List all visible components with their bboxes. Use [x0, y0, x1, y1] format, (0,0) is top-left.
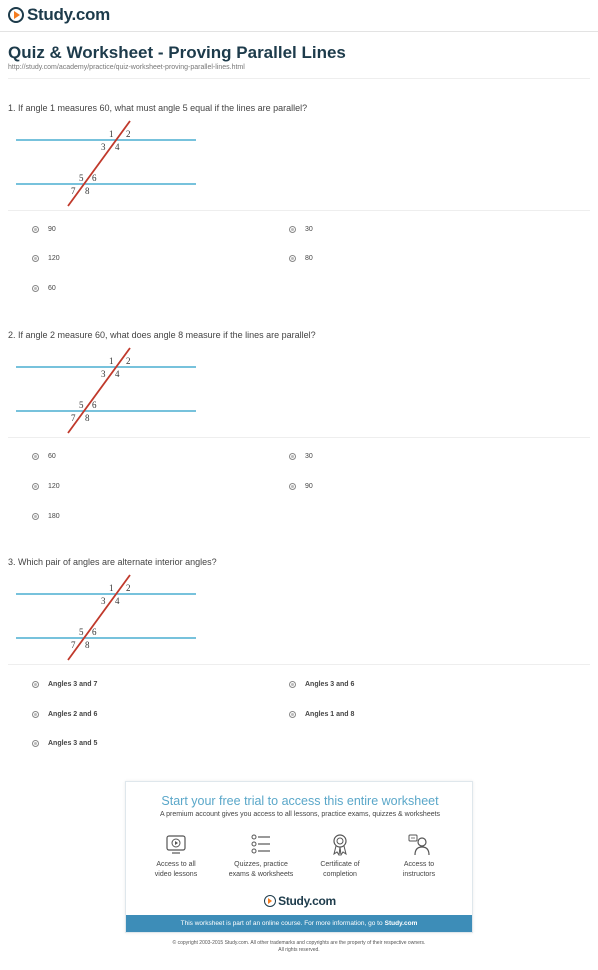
feature-video-lessons: [136, 832, 216, 880]
instructor-icon: [407, 832, 431, 856]
radio-button[interactable]: [32, 255, 39, 262]
angle-label-8: 8: [85, 640, 90, 650]
question-text: 3. Which pair of angles are alternate interior angles?: [8, 557, 217, 567]
copyright-notice: [0, 940, 598, 954]
radio-button[interactable]: [32, 711, 39, 718]
angle-label-5: 5: [79, 173, 84, 183]
answer-label: 120: [48, 254, 60, 262]
answer-option[interactable]: [289, 708, 354, 720]
angle-label-5: 5: [79, 400, 84, 410]
header-divider: [0, 31, 598, 32]
radio-button[interactable]: [289, 711, 296, 718]
study-logo[interactable]: [8, 5, 110, 25]
promo-subline: A premium account gives you access to all lessons, practice exams, quizzes & worksheets: [159, 811, 441, 818]
answer-label: 60: [48, 284, 56, 292]
promo-footer-bar: [126, 915, 472, 932]
question-1: [8, 103, 590, 196]
answer-option[interactable]: [32, 737, 97, 749]
feature-line-1: Certificate of: [320, 861, 360, 868]
answer-option[interactable]: [32, 223, 56, 235]
answer-option[interactable]: [289, 678, 354, 690]
feature-line-2: instructors: [402, 871, 436, 878]
promo-bar-link[interactable]: Study.com: [384, 920, 418, 927]
answer-label: 120: [48, 482, 60, 490]
angle-label-4: 4: [115, 596, 120, 606]
answer-label: 90: [305, 482, 313, 490]
feature-instructors: [379, 832, 459, 880]
radio-button[interactable]: [32, 453, 39, 460]
feature-line-2: video lessons: [154, 871, 198, 878]
question-text: 1. If angle 1 measures 60, what must angle 5 equal if the lines are parallel?: [8, 103, 308, 113]
video-icon: [164, 832, 188, 856]
transversal-line: [68, 121, 130, 206]
copyright-line-2: All rights reserved.: [278, 947, 320, 953]
answer-label: Angles 2 and 6: [48, 710, 98, 718]
answer-option[interactable]: [32, 510, 60, 522]
parallel-lines-diagram: [16, 346, 206, 436]
answer-label: 90: [48, 225, 56, 233]
copyright-line-1: © copyright 2003-2015 Study.com. All other trademarks and copyrights are the property of their respective owners.: [172, 940, 426, 946]
angle-label-5: 5: [79, 627, 84, 637]
answer-label: Angles 3 and 7: [48, 680, 98, 688]
answer-option[interactable]: [32, 252, 60, 264]
radio-button[interactable]: [289, 226, 296, 233]
angle-label-7: 7: [71, 186, 76, 196]
brand-name: Study.com: [27, 5, 110, 24]
parallel-lines-diagram: [16, 119, 206, 209]
answer-label: Angles 1 and 8: [305, 710, 355, 718]
answer-label: 180: [48, 512, 60, 520]
promo-study-logo[interactable]: [126, 894, 474, 908]
feature-quizzes: [221, 832, 301, 880]
transversal-line: [68, 348, 130, 433]
feature-line-2: exams & worksheets: [228, 871, 294, 878]
diagram-slot: [16, 346, 206, 441]
angle-label-3: 3: [101, 142, 106, 152]
play-logo-icon: [264, 895, 276, 907]
feature-line-1: Access to all: [156, 861, 196, 868]
answer-label: Angles 3 and 5: [48, 739, 98, 747]
transversal-line: [68, 575, 130, 660]
radio-button[interactable]: [32, 285, 39, 292]
question-divider: [8, 437, 590, 438]
promo-headline[interactable]: Start your free trial to access this entire worksheet: [161, 794, 439, 808]
feature-line-1: Access to: [403, 861, 435, 868]
angle-label-6: 6: [92, 400, 97, 410]
title-divider: [8, 78, 590, 79]
angle-label-6: 6: [92, 627, 97, 637]
radio-button[interactable]: [32, 483, 39, 490]
answer-option[interactable]: [289, 450, 313, 462]
premium-promo-box: [125, 781, 473, 933]
radio-button[interactable]: [289, 483, 296, 490]
answer-option[interactable]: [289, 480, 313, 492]
answer-label: 30: [305, 225, 313, 233]
question-text: 2. If angle 2 measure 60, what does angle 8 measure if the lines are parallel?: [8, 330, 316, 340]
angle-label-1: 1: [109, 356, 114, 366]
checklist-icon: [249, 832, 273, 856]
angle-label-2: 2: [126, 356, 131, 366]
radio-button[interactable]: [289, 255, 296, 262]
question-divider: [8, 210, 590, 211]
diagram-slot: [16, 119, 206, 214]
question-3: [8, 557, 590, 650]
answer-option[interactable]: [32, 450, 56, 462]
angle-label-8: 8: [85, 413, 90, 423]
radio-button[interactable]: [32, 513, 39, 520]
question-2: [8, 330, 590, 423]
answer-label: 80: [305, 254, 313, 262]
angle-label-2: 2: [126, 129, 131, 139]
angle-label-8: 8: [85, 186, 90, 196]
angle-label-7: 7: [71, 640, 76, 650]
radio-button[interactable]: [32, 226, 39, 233]
feature-certificate: [300, 832, 380, 880]
diagram-slot: [16, 573, 206, 668]
question-divider: [8, 664, 590, 665]
feature-line-2: completion: [323, 871, 357, 878]
page-url[interactable]: http://study.com/academy/practice/quiz-worksheet-proving-parallel-lines.html: [8, 64, 245, 71]
angle-label-1: 1: [109, 129, 114, 139]
answer-label: 30: [305, 452, 313, 460]
answer-option[interactable]: [289, 223, 313, 235]
answer-option[interactable]: [32, 678, 97, 690]
angle-label-4: 4: [115, 369, 120, 379]
angle-label-3: 3: [101, 369, 106, 379]
radio-button[interactable]: [32, 740, 39, 747]
answer-option[interactable]: [32, 708, 97, 720]
angle-label-1: 1: [109, 583, 114, 593]
page-title: Quiz & Worksheet - Proving Parallel Lines: [8, 43, 346, 62]
answer-option[interactable]: [32, 282, 56, 294]
certificate-icon: [328, 832, 352, 856]
angle-label-6: 6: [92, 173, 97, 183]
angle-label-7: 7: [71, 413, 76, 423]
angle-label-4: 4: [115, 142, 120, 152]
answer-label: Angles 3 and 6: [305, 680, 355, 688]
answer-option[interactable]: [32, 480, 60, 492]
answer-option[interactable]: [289, 252, 313, 264]
promo-bar-text: This worksheet is part of an online course. For more information, go to: [180, 920, 383, 927]
answer-label: 60: [48, 452, 56, 460]
play-logo-icon: [8, 7, 24, 23]
angle-label-2: 2: [126, 583, 131, 593]
angle-label-3: 3: [101, 596, 106, 606]
feature-line-1: Quizzes, practice: [234, 861, 288, 868]
radio-button[interactable]: [289, 453, 296, 460]
radio-button[interactable]: [32, 681, 39, 688]
radio-button[interactable]: [289, 681, 296, 688]
promo-brand-name: Study.com: [278, 894, 336, 908]
parallel-lines-diagram: [16, 573, 206, 663]
